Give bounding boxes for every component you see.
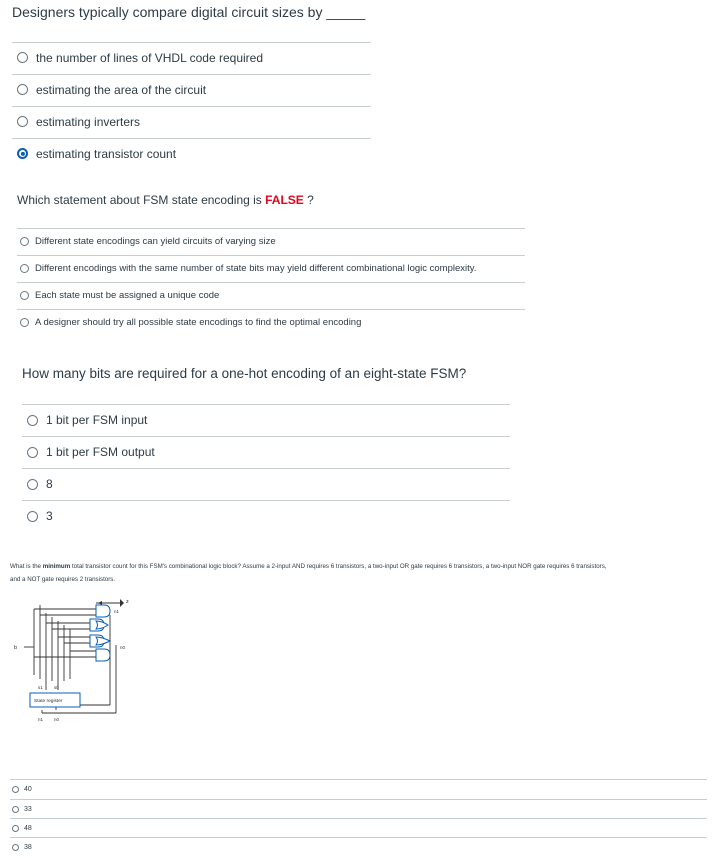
- fsm-circuit-diagram: [10, 595, 150, 745]
- option-label: 33: [24, 805, 32, 813]
- option-label: Different encodings with the same number of state bits may yield different combinational logic complexity.: [35, 263, 477, 274]
- option-label: Each state must be assigned a unique code: [35, 290, 220, 301]
- question-4-text-start: What is the: [10, 563, 41, 570]
- q1-option-1[interactable]: [12, 42, 371, 72]
- radio-button[interactable]: [20, 264, 29, 273]
- radio-button[interactable]: [27, 447, 38, 458]
- input-label-b: b: [14, 645, 18, 651]
- option-label: estimating the area of the circuit: [36, 82, 207, 97]
- radio-button[interactable]: [12, 786, 19, 793]
- radio-button[interactable]: [20, 291, 29, 300]
- emphasis-false: FALSE: [265, 193, 304, 207]
- label-n1: n1: [114, 609, 120, 614]
- option-label: 40: [24, 785, 32, 793]
- option-label: the number of lines of VHDL code required: [36, 50, 264, 65]
- radio-button[interactable]: [27, 511, 38, 522]
- radio-button[interactable]: [17, 116, 28, 127]
- option-label: 38: [24, 843, 32, 851]
- q2-option-4[interactable]: [17, 309, 525, 335]
- option-label: estimating inverters: [36, 114, 141, 129]
- q4-option-1[interactable]: [10, 779, 707, 798]
- state-register-label: State register: [34, 699, 63, 704]
- q4-option-3[interactable]: [10, 818, 707, 837]
- q3-option-4[interactable]: [22, 500, 510, 531]
- option-label: Different state encodings can yield circuits of varying size: [35, 236, 276, 247]
- option-label: 1 bit per FSM input: [46, 413, 148, 427]
- q2-option-3[interactable]: [17, 282, 525, 308]
- label-n0-bottom: n0: [54, 717, 60, 722]
- q2-option-1[interactable]: [17, 228, 525, 254]
- radio-button[interactable]: [17, 84, 28, 95]
- q4-option-4[interactable]: [10, 837, 707, 856]
- label-n0: n0: [120, 645, 126, 650]
- option-label: 8: [46, 477, 53, 491]
- q3-option-1[interactable]: [22, 404, 510, 435]
- label-s1: s1: [38, 685, 43, 690]
- question-2-text-main: Which statement about FSM state encoding is: [17, 193, 262, 207]
- q1-option-4[interactable]: [12, 138, 371, 168]
- q4-option-2[interactable]: [10, 799, 707, 818]
- label-s0: s0: [54, 685, 59, 690]
- question-4-text-line-2: and a NOT gate requires 2 transistors.: [10, 576, 116, 583]
- radio-button[interactable]: [17, 52, 28, 63]
- option-label: 3: [46, 509, 53, 523]
- question-4-text-line-1: [10, 563, 607, 570]
- question-3-text: How many bits are required for a one-hot encoding of an eight-state FSM?: [22, 366, 467, 381]
- radio-button[interactable]: [20, 237, 29, 246]
- question-4-text-rest: total transistor count for this FSM's combinational logic block? Assume a 2-input AND requires 6 transistors, a two-input OR gate requires 6 transistors, a two-input NOR gate requires 6 transistors,: [71, 563, 607, 570]
- radio-button[interactable]: [20, 318, 29, 327]
- radio-button-selected[interactable]: [17, 148, 28, 159]
- radio-button[interactable]: [12, 825, 19, 832]
- q1-option-3[interactable]: [12, 106, 371, 136]
- option-label: 1 bit per FSM output: [46, 445, 155, 459]
- q2-option-2[interactable]: [17, 255, 525, 281]
- radio-button[interactable]: [27, 479, 38, 490]
- q1-option-2[interactable]: [12, 74, 371, 104]
- option-label: estimating transistor count: [36, 146, 177, 161]
- radio-button[interactable]: [27, 415, 38, 426]
- q3-option-3[interactable]: [22, 468, 510, 499]
- option-label: A designer should try all possible state encodings to find the optimal encoding: [35, 317, 362, 328]
- option-label: 48: [24, 824, 32, 832]
- emphasis-minimum: minimum: [42, 563, 71, 570]
- radio-button[interactable]: [12, 806, 19, 813]
- radio-button[interactable]: [12, 844, 19, 851]
- question-1-text: Designers typically compare digital circuit sizes by _____: [12, 4, 366, 20]
- q3-option-2[interactable]: [22, 436, 510, 467]
- output-label-z: z: [126, 599, 129, 605]
- label-n1-bottom: n1: [38, 717, 44, 722]
- question-2-text: [17, 193, 314, 207]
- question-2-text-end: ?: [307, 193, 314, 207]
